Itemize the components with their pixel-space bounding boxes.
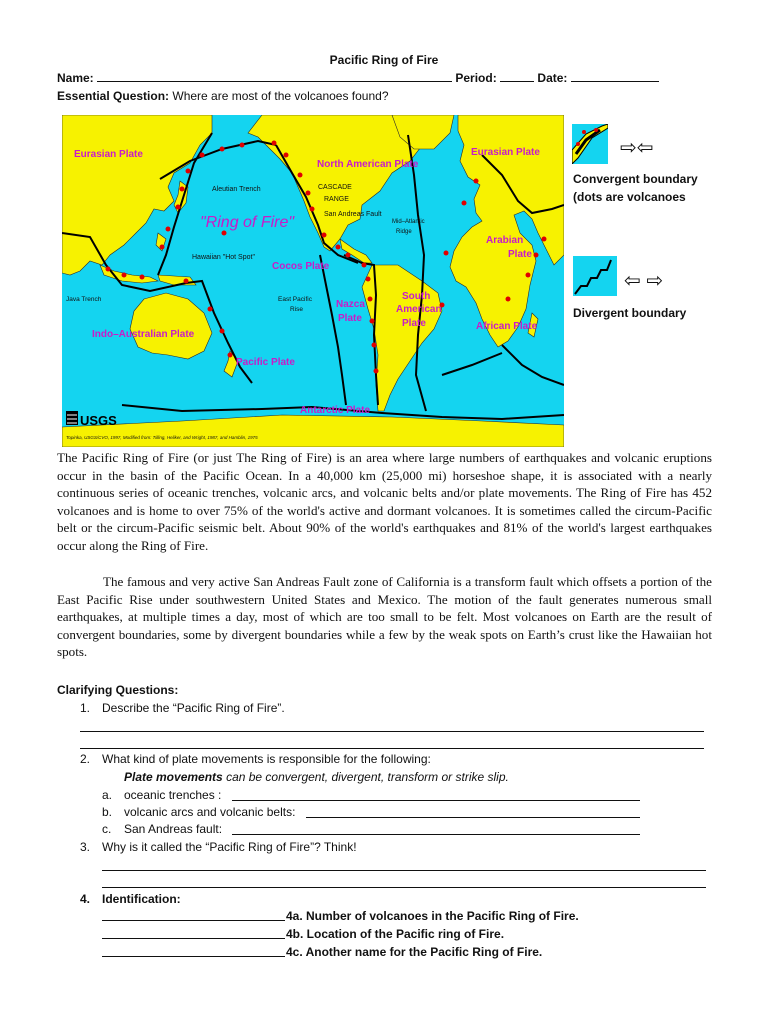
q2a-answer-line[interactable] (232, 800, 640, 801)
q2a-text: oceanic trenches : (124, 788, 222, 802)
name-label: Name: (57, 71, 94, 85)
essential-question-label: Essential Question: (57, 89, 170, 103)
q4c-answer-line[interactable] (102, 956, 285, 957)
q1-answer-line-1[interactable] (80, 731, 704, 732)
date-blank[interactable] (571, 71, 659, 82)
q2c-answer-line[interactable] (232, 834, 640, 835)
q2c-text: San Andreas fault: (124, 822, 223, 836)
label-cocos-plate: Cocos Plate (272, 261, 330, 272)
label-arabian-plate-2: Plate (508, 249, 532, 260)
q2a-letter: a. (102, 788, 113, 802)
label-mid-atlantic-2: Ridge (396, 229, 412, 235)
label-cascade-2: RANGE (324, 196, 349, 203)
q4a-answer-line[interactable] (102, 920, 285, 921)
name-line (57, 71, 659, 85)
label-east-pacific-1: East Pacific (278, 296, 312, 303)
divergent-label: Divergent boundary (573, 306, 687, 320)
label-aleutian-trench: Aleutian Trench (212, 186, 261, 193)
name-blank[interactable] (97, 71, 452, 82)
essential-question (57, 89, 389, 103)
clarifying-questions-heading: Clarifying Questions: (57, 683, 179, 697)
label-eurasian-plate-left: Eurasian Plate (74, 149, 143, 160)
tectonic-plate-map (62, 115, 564, 447)
q3-text: Why is it called the “Pacific Ring of Fire”? Think! (102, 840, 357, 854)
convergent-note: (dots are volcanoes (573, 190, 686, 204)
label-java-trench: Java Trench (66, 296, 102, 303)
q4-number: 4. (80, 892, 91, 906)
q4b-text: 4b. Location of the Pacific ring of Fire. (286, 927, 505, 941)
q2-note-bold: Plate movements (124, 770, 223, 784)
label-arabian-plate-1: Arabian (486, 235, 524, 246)
label-pacific-plate: Pacific Plate (236, 357, 295, 368)
essential-question-text: Where are most of the volcanoes found? (172, 89, 389, 103)
q3-answer-line-1[interactable] (102, 870, 706, 871)
q1-text: Describe the “Pacific Ring of Fire”. (102, 701, 285, 715)
q1-answer-line-2[interactable] (80, 748, 704, 749)
label-nazca-plate-1: Nazca (336, 299, 365, 310)
label-north-american-plate: North American Plate (317, 159, 419, 170)
paragraph-ring-of-fire: The Pacific Ring of Fire (or just The Ring of Fire) is an area where large numbers of earthquakes and volcanic eruptions occur in the basin of the Pacific Ocean. In a 40,000 km (25,000 mi) horseshoe shape, it is associated with a nearly continuous series of oceanic trenches, volcanic arcs, and volcanic belts and/or plate movements. The Ring of Fire has 452 volcanoes and is home to over 75% of the world's active and dormant volcanoes. It is sometimes called the circum-Pacific belt or the circum-Pacific seismic belt. About 90% of the world's earthquakes and 81% of the world's largest earthquakes occur along the Ring of Fire. (57, 450, 712, 553)
label-eurasian-plate-right: Eurasian Plate (471, 147, 540, 158)
label-indo-australian-plate: Indo–Australian Plate (92, 329, 195, 340)
paragraph-san-andreas: The famous and very active San Andreas Fault zone of California is a transform fault which offsets a portion of the East Pacific Rise under southwestern United States and Mexico. The motion of the fault generates numerous small earthquakes, at multiple times a day, most of which are too small to be felt. Most volcanoes on Earth are the result of convergent boundaries, some by divergent boundaries while a few by the weak spots on Earth’s crust like the Hawaiian hot spots. (57, 574, 712, 660)
q2-text: What kind of plate movements is responsible for the following: (102, 752, 431, 766)
usgs-logo-text: USGS (80, 413, 117, 428)
label-mid-atlantic-1: Mid–Atlantic (392, 219, 425, 225)
convergent-label: Convergent boundary (573, 172, 698, 186)
label-east-pacific-2: Rise (290, 306, 304, 313)
label-south-american-plate-1: South (402, 291, 431, 302)
label-nazca-plate-2: Plate (338, 313, 362, 324)
period-blank[interactable] (500, 71, 534, 82)
label-hawaiian-hot-spot: Hawaiian "Hot Spot" (192, 254, 255, 261)
period-label: Period: (455, 71, 497, 85)
q4-text: Identification: (102, 892, 181, 906)
q3-number: 3. (80, 840, 91, 854)
date-label: Date: (537, 71, 568, 85)
q2-note (124, 770, 509, 784)
q4c-text: 4c. Another name for the Pacific Ring of Fire. (286, 945, 543, 959)
label-south-american-plate-3: Plate (402, 318, 426, 329)
divergent-arrows: ⇦ ⇨ (624, 270, 664, 292)
map-credit: Topinka, USGS/CVO, 1997, Modified from: Tilling, Heliker, and Wright, 1987, and Hamblin, 1975 (66, 435, 258, 440)
q3-answer-line-2[interactable] (102, 887, 706, 888)
q2b-answer-line[interactable] (306, 817, 640, 818)
q2-note-rest: can be convergent, divergent, transform or strike slip. (226, 770, 509, 784)
q2c-letter: c. (102, 822, 112, 836)
q4a-text: 4a. Number of volcanoes in the Pacific Ring of Fire. (286, 909, 579, 923)
label-south-american-plate-2: American (396, 304, 442, 315)
convergent-arrows: ⇨⇦ (620, 137, 654, 159)
label-san-andreas-fault: San Andreas Fault (324, 211, 382, 218)
label-antarctic-plate: Antarctic Plate (300, 405, 371, 416)
q2-number: 2. (80, 752, 91, 766)
label-african-plate: African Plate (476, 321, 538, 332)
q2b-text: volcanic arcs and volcanic belts: (124, 805, 296, 819)
q1-number: 1. (80, 701, 91, 715)
worksheet-title: Pacific Ring of Fire (329, 53, 439, 67)
convergent-boundary-symbol (572, 124, 608, 164)
q4b-answer-line[interactable] (102, 938, 285, 939)
q2b-letter: b. (102, 805, 113, 819)
label-ring-of-fire: "Ring of Fire" (200, 214, 295, 231)
divergent-boundary-symbol (573, 256, 617, 296)
label-cascade-1: CASCADE (318, 184, 352, 191)
